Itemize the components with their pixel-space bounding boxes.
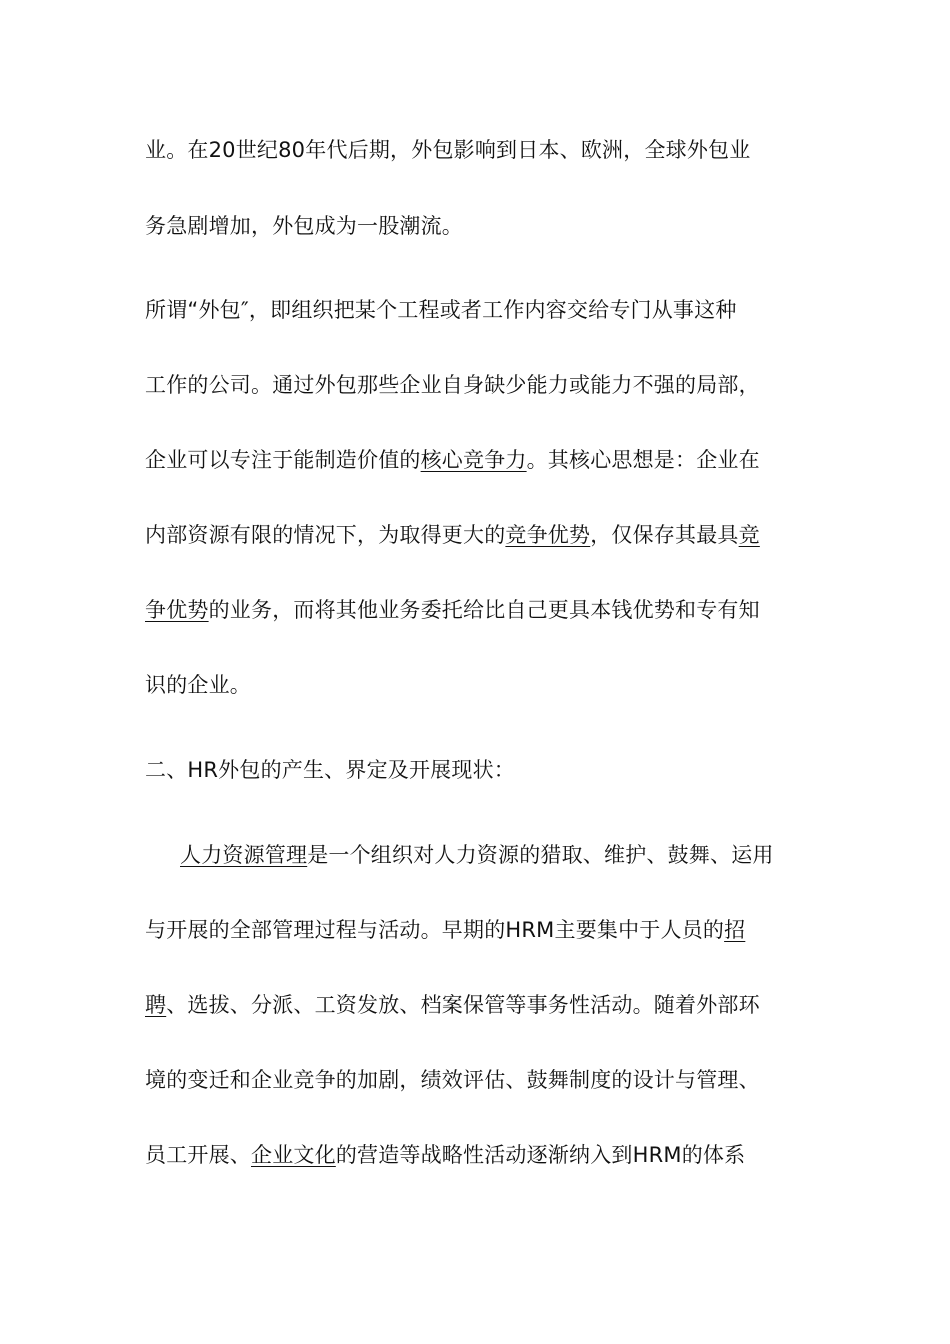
paragraph-2-line-2 [145, 370, 825, 400]
text-run: 业。在20世纪80年代后期，外包影响到日本、欧洲，全球外包业 [145, 138, 751, 162]
paragraph-2-line-3 [145, 445, 825, 475]
paragraph-3-line-2 [145, 915, 825, 945]
text-run: ，仅保存其最具 [590, 523, 739, 547]
heading-text: 二、HR外包的产生、界定及开展现状： [145, 758, 515, 782]
text-run: 员工开展、 [145, 1143, 251, 1167]
paragraph-3-line-4 [145, 1065, 825, 1095]
link-competitive-advantage-part2[interactable]: 争优势 [145, 598, 209, 622]
link-corporate-culture[interactable]: 企业文化 [251, 1143, 336, 1167]
text-run: 企业可以专注于能制造价值的 [145, 448, 421, 472]
text-run: 的业务，而将其他业务委托给比自己更具本钱优势和专有知 [208, 598, 760, 622]
text-run: 是一个组织对人力资源的猎取、维护、鼓舞、运用 [307, 843, 774, 867]
paragraph-2-line-6 [145, 670, 825, 700]
text-run: 的营造等战略性活动逐渐纳入到HRM的体系 [335, 1143, 746, 1167]
paragraph-3-line-1 [180, 840, 860, 870]
paragraph-3-line-5 [145, 1140, 825, 1170]
link-recruitment-part1[interactable]: 招 [724, 918, 746, 942]
link-competitive-advantage-part1[interactable]: 竞 [738, 523, 760, 547]
text-run: 识的企业。 [145, 673, 251, 697]
paragraph-1-line-1 [145, 135, 825, 165]
text-run: 与开展的全部管理过程与活动。早期的HRM主要集中于人员的 [145, 918, 725, 942]
text-run: 所谓“外包″，即组织把某个工程或者工作内容交给专门从事这种 [145, 298, 737, 322]
link-competitive-advantage[interactable]: 竞争优势 [505, 523, 591, 547]
link-recruitment-part2[interactable]: 聘 [145, 993, 167, 1017]
paragraph-3-line-3 [145, 990, 825, 1020]
text-run: 工作的公司。通过外包那些企业自身缺少能力或能力不强的局部， [145, 373, 760, 397]
text-run: 务急剧增加，外包成为一股潮流。 [145, 214, 463, 238]
text-run: 内部资源有限的情况下，为取得更大的 [145, 523, 506, 547]
link-human-resource-management[interactable]: 人力资源管理 [180, 843, 308, 867]
text-run: 境的变迁和企业竞争的加剧，绩效评估、鼓舞制度的设计与管理、 [145, 1068, 760, 1092]
text-run: 、选拔、分派、工资发放、档案保管等事务性活动。随着外部环 [166, 993, 760, 1017]
link-core-competence[interactable]: 核心竞争力 [420, 448, 527, 472]
section-heading [145, 755, 825, 785]
paragraph-2-line-5 [145, 595, 825, 625]
text-run: 。其核心思想是：企业在 [526, 448, 760, 472]
paragraph-1-line-2 [145, 211, 825, 241]
paragraph-2-line-1 [145, 295, 825, 325]
paragraph-2-line-4 [145, 520, 825, 550]
